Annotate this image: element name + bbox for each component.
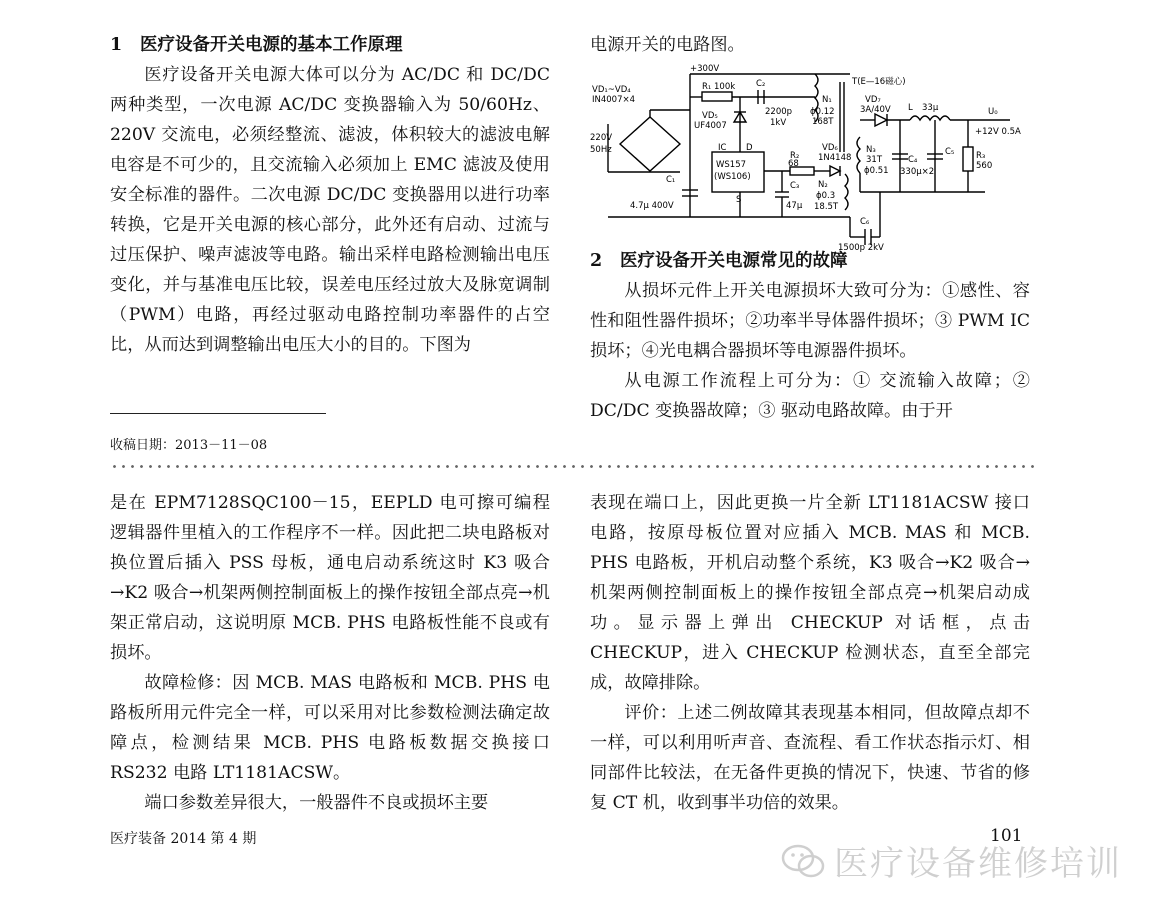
section2-paragraph-1: 从损坏元件上开关电源损坏大致可分为：①感性、容性和阻性器件损坏；②功率半导体器件损坏；③ PWM IC 损坏；④光电耦合器损坏等电源器件损坏。 <box>590 281 1030 361</box>
c6-label: C₆ <box>860 217 870 227</box>
lower-right-paragraph-1: 表现在端口上，因此更换一片全新 LT1181ACSW 接口电路，按原母板位置对应插入 MCB. MAS 和 MCB. PHS 电路板，开机启动整个系统，K3 吸合→K2 吸合→机架两侧控制面板上的操作按钮全部点亮→机架启动成功。显示器上弹出 CHECKUP 对话框，点击 CHECKUP，进入 CHECKUP 检测状态，直至全部完成，故障排除。 <box>590 493 1030 693</box>
n3-wire: ϕ0.51 <box>864 166 889 176</box>
r2-value: 68 <box>788 159 799 169</box>
footnote-rule <box>110 413 326 414</box>
section1-title: 医疗设备开关电源的基本工作原理 <box>140 35 403 55</box>
r3-label: R₃ <box>976 151 986 161</box>
n2-value: ϕ0.3 <box>816 191 836 201</box>
lower-right-column <box>590 488 1030 818</box>
c4-label: C₄ <box>908 155 918 165</box>
freq-label: 50Hz <box>590 145 612 155</box>
wechat-icon <box>780 841 826 881</box>
transformer-label: T(E—16磁心) <box>852 77 906 87</box>
vd5-label: VD₅ <box>702 111 718 121</box>
ic-part-alt: (WS106) <box>714 172 751 182</box>
n1-value: ϕ0.12 <box>810 107 835 117</box>
section1-column <box>110 30 550 360</box>
n3-label: N₃ <box>866 145 876 155</box>
c2-value: 2200p <box>765 107 793 117</box>
section1-continuation: 电源开关的电路图。 <box>590 35 745 55</box>
circuit-diagram <box>590 62 1040 252</box>
journal-footer: 医疗装备 2014 第 4 期 <box>110 831 257 847</box>
watermark-text: 医疗设备维修培训 <box>834 844 1122 884</box>
ac-in-label: 220V <box>590 133 613 143</box>
uo-label: U₀ <box>988 107 998 117</box>
n2-turns: 18.5T <box>814 202 839 212</box>
section1-paragraph: 医疗设备开关电源大体可以分为 AC/DC 和 DC/DC 两种类型，一次电源 AC/DC 变换器输入为 50/60Hz、220V 交流电，必须经整流、滤波，体积较大的滤波电解电容是不可少的，且交流输入必须加上 EMC 滤波及使用安全标准的器件。二次电源 DC/DC 变换器用以进行功率转换，它是开关电源的核心部分，此外还有启动、过流与过压保护、噪声滤波等电路。输出采样电路检测输出电压变化，并与基准电压比较，误差电压经过放大及脉宽调制（PWM）电路，再经过驱动电路控制功率器件的占空比，从而达到调整输出电压大小的目的。下图为 <box>110 65 550 355</box>
lower-left-paragraph-1: 是在 EPM7128SQC100－15，EEPLD 电可擦可编程逻辑器件里植入的工作程序不一样。因此把二块电路板对换位置后插入 PSS 母板，通电启动系统这时 K3 吸合→K2 吸合→机架两侧控制面板上的操作按钮全部点亮→机架正常启动，这说明原 MCB. PHS 电路板性能不良或有损坏。 <box>110 493 550 663</box>
n3-value: 31T <box>866 155 883 165</box>
lower-right-paragraph-2: 评价：上述二例故障其表现基本相同，但故障点却不一样，可以利用听声音、查流程、看工作状态指示灯、相同部件比较法，在无备件更换的情况下，快速、节省的修复 CT 机，收到事半功倍的效果。 <box>590 703 1030 813</box>
bridge-rectifier <box>620 117 680 171</box>
section2-paragraph-2: 从电源工作流程上可分为：① 交流输入故障；② DC/DC 变换器故障；③ 驱动电路故障。由于开 <box>590 371 1030 421</box>
ic-label: IC <box>718 143 727 153</box>
bridge-label: VD₁~VD₄ <box>592 85 631 95</box>
c4-value: 330μ×2 <box>900 167 935 177</box>
section2-title: 医疗设备开关电源常见的故障 <box>620 251 848 271</box>
r1-label: R₁ 100k <box>702 82 736 92</box>
section1-continuation-column <box>590 30 1030 60</box>
vd5-part: UF4007 <box>694 121 727 131</box>
supply-label: +300V <box>690 64 720 74</box>
page-number: 101 <box>990 826 1023 846</box>
section1-heading <box>110 30 550 60</box>
section2-number: 2 <box>590 251 603 271</box>
watermark <box>780 836 1122 885</box>
lower-left-paragraph-3: 端口参数差异很大，一般器件不良或损坏主要 <box>144 793 489 813</box>
ic-part: WS157 <box>716 160 747 170</box>
n1-turns: 168T <box>812 117 834 127</box>
vd6-label: VD₆ <box>822 143 838 153</box>
c1-value: 4.7μ 400V <box>630 201 674 211</box>
c2-voltage: 1kV <box>770 118 787 128</box>
c3-value: 47μ <box>786 201 803 211</box>
lower-left-paragraph-2: 故障检修：因 MCB. MAS 电路板和 MCB. PHS 电路板所用元件完全一样，可以采用对比参数检测法确定故障点，检测结果 MCB. PHS 电路板数据交换接口 RS232 电路 LT1181ACSW。 <box>110 673 550 783</box>
lower-left-column <box>110 488 550 818</box>
out-label: +12V 0.5A <box>975 127 1021 137</box>
c5-label: C₅ <box>945 147 955 157</box>
vd7-part: 3A/40V <box>860 105 891 115</box>
n2-label: N₂ <box>818 180 828 190</box>
section-divider <box>110 462 1040 472</box>
n1-label: N₁ <box>822 95 832 105</box>
c1-label: C₁ <box>666 175 676 185</box>
vd6-part: 1N4148 <box>818 153 852 163</box>
ic-d-pin: D <box>746 143 753 153</box>
l-label: L <box>908 103 913 113</box>
ic-s-pin: S <box>736 195 742 205</box>
section2-heading <box>590 246 1030 276</box>
c6-value: 1500p 2kV <box>838 243 884 252</box>
r2-label: R₂ <box>790 151 800 161</box>
vd7-label: VD₇ <box>865 95 881 105</box>
section1-number: 1 <box>110 35 123 55</box>
l-value: 33μ <box>922 103 939 113</box>
received-date: 收稿日期：2013－11－08 <box>110 438 268 453</box>
bridge-part: IN4007×4 <box>592 95 636 105</box>
c3-label: C₃ <box>790 181 800 191</box>
section2-column <box>590 246 1030 426</box>
r3-value: 560 <box>976 161 993 171</box>
c2-label: C₂ <box>756 79 766 89</box>
